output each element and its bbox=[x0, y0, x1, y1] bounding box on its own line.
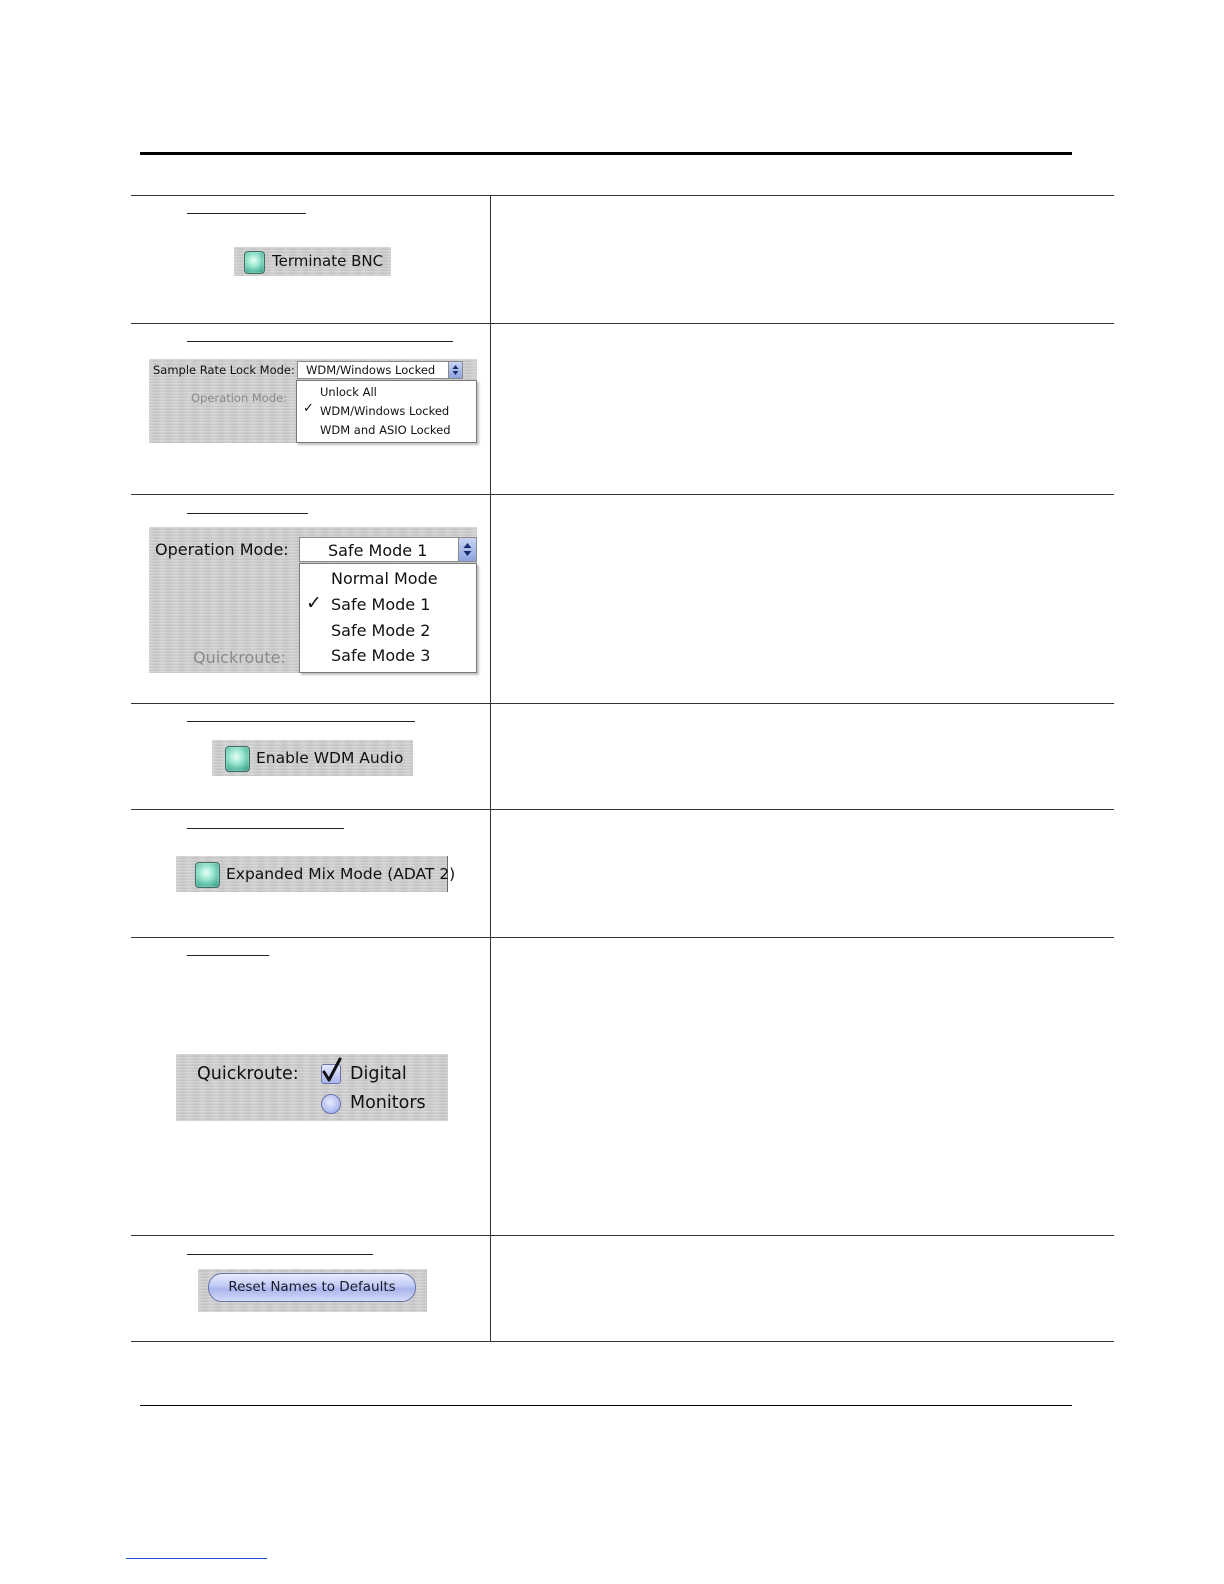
footer-rule bbox=[140, 1405, 1072, 1406]
row-heading-underline bbox=[187, 955, 269, 956]
sample-rate-lock-popup[interactable] bbox=[297, 361, 463, 379]
menu-item-safe-mode-2[interactable]: Safe Mode 2 bbox=[331, 621, 431, 640]
row-heading-underline bbox=[187, 721, 415, 722]
column-divider bbox=[490, 196, 491, 1341]
enable-wdm-audio-toggle[interactable] bbox=[212, 740, 413, 776]
row-heading-underline bbox=[187, 513, 308, 514]
updown-arrows-icon bbox=[448, 362, 462, 378]
menu-item-normal-mode[interactable]: Normal Mode bbox=[331, 569, 438, 588]
operation-mode-label: Operation Mode: bbox=[155, 540, 289, 559]
row-divider bbox=[131, 323, 1114, 324]
menu-item-unlock-all[interactable]: Unlock All bbox=[320, 385, 377, 399]
terminate-bnc-toggle[interactable] bbox=[234, 247, 391, 276]
menu-item-wdm-windows-locked[interactable]: WDM/Windows Locked bbox=[320, 404, 450, 418]
operation-mode-dimmed-label: Operation Mode: bbox=[191, 391, 288, 405]
sample-rate-lock-menu bbox=[296, 380, 477, 443]
row-divider bbox=[131, 1235, 1114, 1236]
menu-item-safe-mode-3[interactable]: Safe Mode 3 bbox=[331, 646, 431, 665]
sample-rate-lock-selected: WDM/Windows Locked bbox=[306, 363, 436, 377]
table-border-top bbox=[131, 195, 1114, 196]
led-indicator-icon bbox=[244, 251, 265, 274]
checkmark-icon: ✓ bbox=[306, 592, 322, 614]
row-heading-underline bbox=[187, 213, 306, 214]
row-heading-underline bbox=[187, 828, 344, 829]
row-divider bbox=[131, 494, 1114, 495]
reset-names-button[interactable]: Reset Names to Defaults bbox=[208, 1273, 416, 1302]
table-border-bottom bbox=[131, 1341, 1114, 1342]
quickroute-digital-checkbox[interactable] bbox=[321, 1064, 341, 1084]
operation-mode-selected: Safe Mode 1 bbox=[328, 541, 428, 560]
enable-wdm-audio-label: Enable WDM Audio bbox=[256, 749, 404, 767]
row-divider bbox=[131, 937, 1114, 938]
operation-mode-panel bbox=[149, 527, 477, 673]
row-heading-underline bbox=[187, 1254, 373, 1255]
led-indicator-icon bbox=[195, 862, 220, 888]
updown-arrows-icon bbox=[458, 538, 476, 561]
row-heading-underline bbox=[187, 341, 453, 342]
quickroute-monitors-radio[interactable] bbox=[321, 1094, 341, 1114]
row-divider bbox=[131, 809, 1114, 810]
operation-mode-menu bbox=[299, 563, 477, 673]
quickroute-digital-label: Digital bbox=[350, 1064, 407, 1084]
terminate-bnc-label: Terminate BNC bbox=[272, 252, 384, 270]
header-rule bbox=[140, 152, 1072, 155]
led-indicator-icon bbox=[225, 746, 250, 772]
footer-link-underline bbox=[126, 1558, 267, 1559]
expanded-mix-mode-label: Expanded Mix Mode (ADAT 2) bbox=[226, 865, 456, 883]
sample-rate-lock-label: Sample Rate Lock Mode: bbox=[153, 363, 295, 377]
menu-item-wdm-asio-locked[interactable]: WDM and ASIO Locked bbox=[320, 423, 451, 437]
quickroute-dimmed-label: Quickroute: bbox=[193, 648, 286, 667]
row-divider bbox=[131, 703, 1114, 704]
reset-names-panel bbox=[198, 1269, 427, 1312]
operation-mode-popup[interactable] bbox=[299, 537, 477, 562]
quickroute-monitors-label: Monitors bbox=[350, 1093, 426, 1113]
quickroute-panel bbox=[176, 1054, 448, 1121]
expanded-mix-mode-toggle[interactable] bbox=[176, 856, 456, 892]
quickroute-label: Quickroute: bbox=[197, 1064, 299, 1084]
checkmark-icon bbox=[320, 1057, 344, 1085]
sample-rate-lock-panel bbox=[149, 359, 477, 443]
menu-item-safe-mode-1[interactable]: Safe Mode 1 bbox=[331, 595, 431, 614]
checkmark-icon: ✓ bbox=[303, 401, 314, 416]
